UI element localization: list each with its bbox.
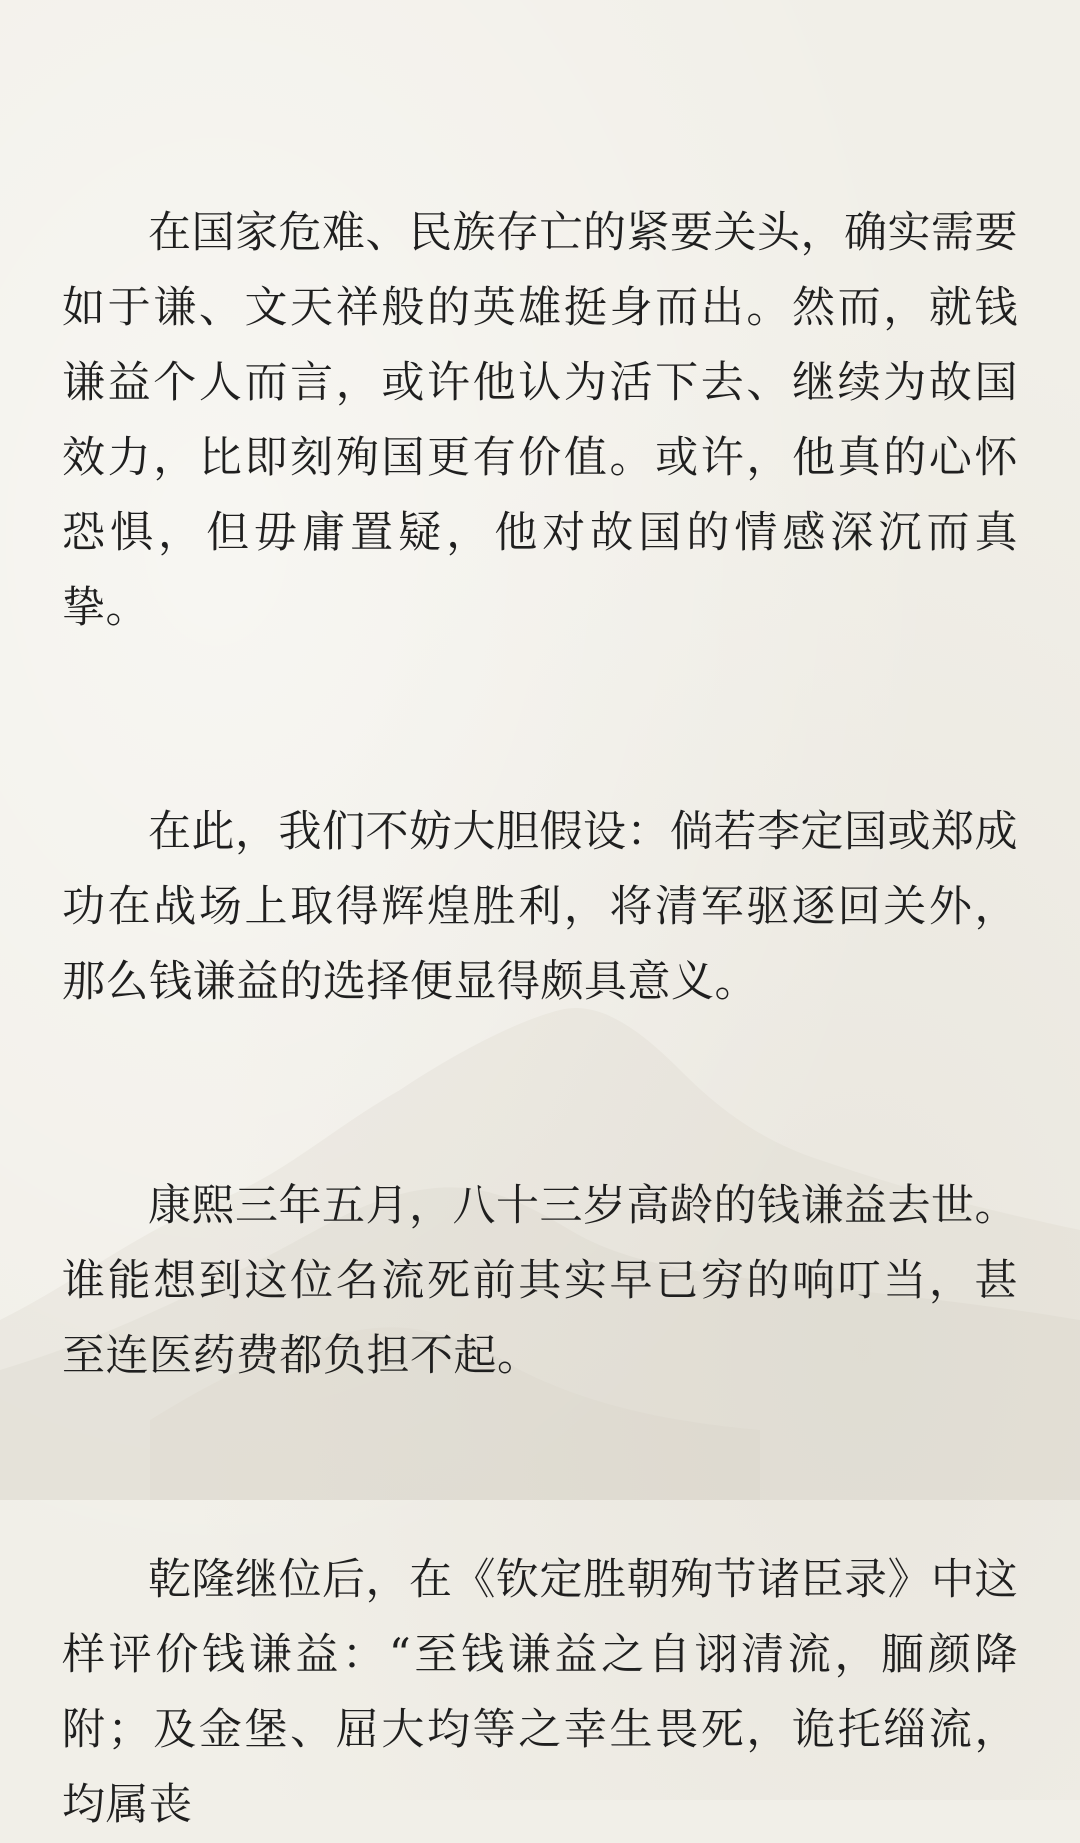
paragraph-3: 康熙三年五月，八十三岁高龄的钱谦益去世。谁能想到这位名流死前其实早已穷的响叮当，甚至连医药费都负担不起。 — [62, 1181, 1018, 1381]
article-body — [62, 196, 1018, 1843]
paragraph-2: 在此，我们不妨大胆假设：倘若李定国或郑成功在战场上取得辉煌胜利，将清军驱逐回关外，那么钱谦益的选择便显得颇具意义。 — [62, 807, 1018, 1007]
paragraph-4: 乾隆继位后，在《钦定胜朝殉节诸臣录》中这样评价钱谦益：“至钱谦益之自诩清流，腼颜降附；及金堡、屈大均等之幸生畏死，诡托缁流，均属丧 — [62, 1555, 1018, 1830]
paragraph-1: 在国家危难、民族存亡的紧要关头，确实需要如于谦、文天祥般的英雄挺身而出。然而，就钱谦益个人而言，或许他认为活下去、继续为故国效力，比即刻殉国更有价值。或许，他真的心怀恐惧，但毋庸置疑，他对故国的情感深沉而真挚。 — [62, 208, 1018, 633]
